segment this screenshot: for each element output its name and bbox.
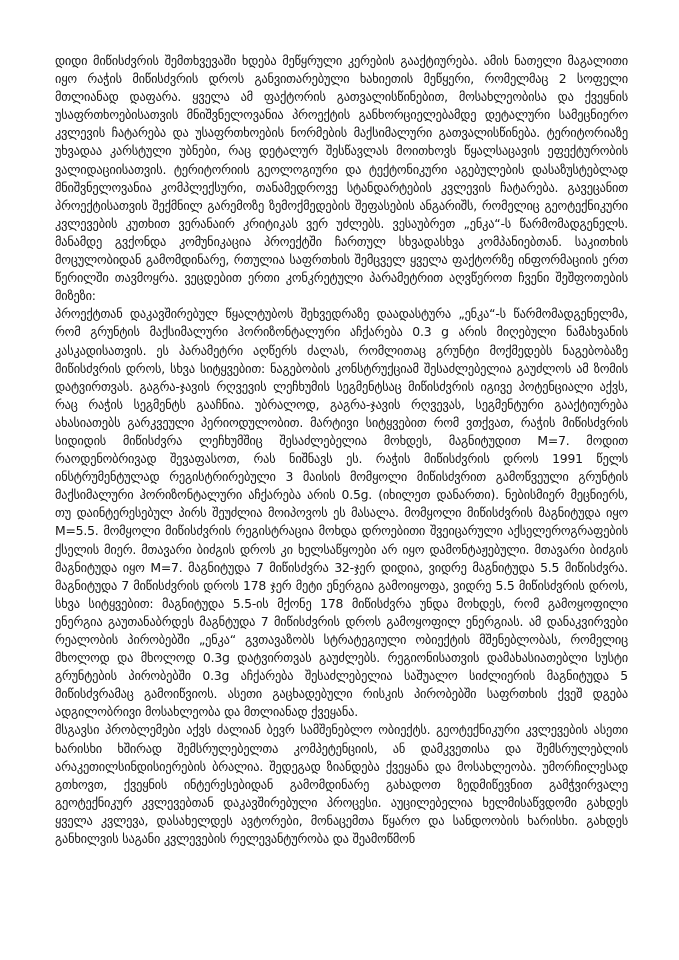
paragraph-1: დიდი მიწისძვრის შემთხვევაში ხდება მეწყრული კერების გააქტიურება. ამის ნათელი მაგალითი იყო რაჭის მიწისძვრის დროს განვითარებული ხახიეთის მეწყერი, რომელმაც 2 სოფელი მთლიანად დაფარა. ყველა ამ ფაქტორის გათვალისწინებით, მოსახლეობისა და ქვეყნის უსაფრთხოებისათვის მნიშვნელოვანია პროექტის განხორციელებამდე დეტალური სამეცნიერო კვლევის ჩატარება და უსაფრთხოების ნორმების მაქსიმალური გათვალისწინება. ტერიტორიაზე უხვადაა კარსტული უბნები, რაც დეტალურ შესწავლას მოითხოვს წყალსაცავის ეფექტურობის ვალიდაციისათვის. ტერიტორიის გეოლოგიური და ტექტონიკური აგებულების დასაზუსტებლად მნიშვნელოვანია კომპლექსური, თანამედროვე სტანდარტების კვლევის ჩატარება. გავეცანით პროექტისათვის შექმნილ გარემოზე ზემოქმედების შეფასების ანგარიშს, რომელიც გეოტექნიკური კვლევების კუთხით ვერანაირ კრიტიკას ვერ უძლებს. ვესაუბრეთ „ენკა“-ს წარმომადგენელს. მანამდე გვქონდა კომუნიკაცია პროექტში ჩართულ სხვადასხვა კომპანიებთან. საკითხის მოცულობიდან გამომდინარე, რთულია საფრთხის შემცველ ყველა ფაქტორზე ინფორმაციის ერთ წერილში თავმოყრა. ვეცდებით ერთი კონკრეტული პარამეტრით აღვწეროთ ჩვენი შეშფოთების მიზეზი:: [55, 53, 628, 304]
paragraph-2: პროექტთან დაკავშირებულ წყალტუბოს შეხვედრაზე დაადასტურა „ენკა“-ს წარმომადგენელმა, რომ გრუნტის მაქსიმალური ჰორიზონტალური აჩქარება 0.3 g არის მიღებული ნამახვანის კასკადისათვის. ეს პარამეტრი აღწერს ძალას, რომლითაც გრუნტი მოქმედებს ნაგებობაზე მიწისძვრის დროს, სხვა სიტყვებით: ნაგებობის კონსტრუქციამ შესაძლებელია გაუძლოს ამ ზომის დატვირთვას. გაგრა-ჯავის რღვევის ლეჩხუმის სეგმენტსაც მიწისძვრის იგივე პოტენციალი აქვს, რაც რაჭის სეგმენტს გააჩნია. უბრალოდ, გაგრა-ჯავის რღვევას, სეგმენტური გააქტიურება ახასიათებს გარკვეული პერიოდულობით. მარტივი სიტყვებით რომ ვთქვათ, რაჭის მიწისძვრის სიდიდის მიწისძვრა ლეჩხუმშიც შესაძლებელია მოხდეს, მაგნიტუდით M=7. მოდით რაოდენობრივად შევაფასოთ, რას ნიშნავს ეს. რაჭის მიწისძვრის დროს 1991 წელს ინსტრუმენტულად რეგისტრირებული 3 მაისის მომყოლი მიწისძვრით გამოწვეული გრუნტის მაქსიმალური ჰორიზონტალური აჩქარება არის 0.5g. (იხილეთ დანართი). ნებისმიერ მეცნიერს, თუ დაინტერესებულ პირს შეუძლია მოიპოვოს ეს მასალა. მომყოლი მიწისძვრის მაგნიტუდა იყო M=5.5. მომყოლი მიწისძვრის რეგისტრაცია მოხდა დროებითი შვეიცარული აქსელეროგრაფების ქსელის მიერ. მთავარი ბიძგის დროს კი ხელსაწყოები არ იყო დამონტაჟებული. მთავარი ბიძგის მაგნიტუდა იყო M=7. მაგნიტუდა 7 მიწისძვრა 32-ჯერ დიდია, ვიდრე მაგნიტუდა 5.5 მიწისძვრა. მაგნიტუდა 7 მიწისძვრის დროს 178 ჯერ მეტი ენერგია გამოიყოფა, ვიდრე 5.5 მიწისძვრის დროს, სხვა სიტყვებით: მაგნიტუდა 5.5-ის მქონე 178 მიწისძვრა უნდა მოხდეს, რომ გამოყოფილი ენერგია გაუთანაბრდეს მაგნტუდა 7 მიწისძვრის დროს გამოყოფილ ენერგიას. ამ დანაკვირვები რეალობის პირობებში „ენკა“ გვთავაზობს სტრატეგიული ობიექტის მშენებლობას, რომელიც მხოლოდ და მხოლოდ 0.3g დატვირთვას გაუძლებს. რეგიონისათვის დამახასიათებლი სუსტი გრუნტების პირობებში 0.3g აჩქარება შესაძლებელია საშუალო სიძლიერის მაგნიტუდა 5 მიწისძვრამაც გამოიწვიოს. ასეთი გაცხადებული რისკის პირობებში საფრთხის ქვეშ დგება ადგილობრივი მოსახლეობა და მთლიანად ქვეყანა.: [55, 306, 628, 720]
letter-body: [55, 52, 628, 848]
paragraph-3: მსგავსი პრობლემები აქვს ძალიან ბევრ სამშენებლო ობიექტს. გეოტექნიკური კვლევების ასეთი ხარისხი ხშირად შემსრულებელთა კომპეტენციის, ან დამკვეთისა და შემსრულებლის არაკეთილსინდისიერების ბრალია. შედეგად ზიანდება ქვეყანა და მოსახლეობა. უმორჩილესად გთხოვთ, ქვეყნის ინტერესებიდან გამომდინარე გახადოთ ზედმიწევნით გამჭვირვალე გეოტექნიკურ კვლევებთან დაკავშირებული პროცესი. აუცილებელია ხელმისაწვდომი გახდეს ყველა კვლევა, დასახელდეს ავტორები, მონაცემთა წყარო და სანდოობის ხარისხი. გახდეს განხილვის საგანი კვლევების რელევანტურობა და შეამოწმონ: [55, 722, 628, 847]
